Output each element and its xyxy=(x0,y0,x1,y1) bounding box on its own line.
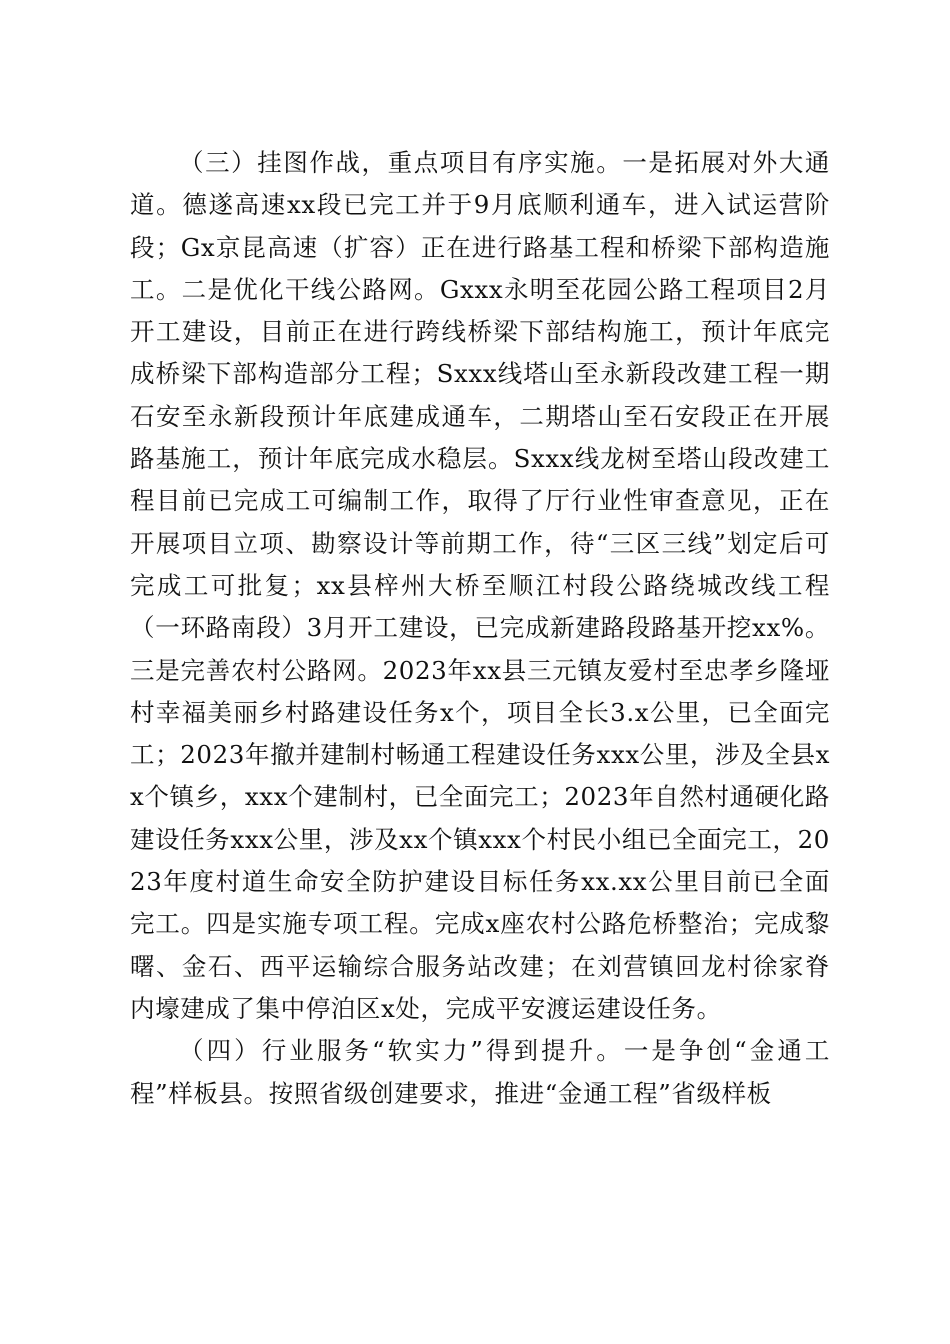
paragraph-section-3: （三）挂图作战，重点项目有序实施。一是拓展对外大通道。德遂高速xx段已完工并于9月底顺利通车，进入试运营阶段；Gx京昆高速（扩容）正在进行路基工程和桥梁下部构造施工。二是优化干线公路网。Gxxx永明至花园公路工程项目2月开工建设，目前正在进行跨线桥梁下部结构施工，预计年底完成桥梁下部构造部分工程；Sxxx线塔山至永新段改建工程一期石安至永新段预计年底建成通车，二期塔山至石安段正在开展路基施工，预计年底完成水稳层。Sxxx线龙树至塔山段改建工程目前已完成工可编制工作，取得了厅行业性审查意见，正在开展项目立项、勘察设计等前期工作，待“三区三线”划定后可完成工可批复；xx县梓州大桥至顺江村段公路绕城改线工程（一环路南段）3月开工建设，已完成新建路段路基开挖xx%。三是完善农村公路网。2023年xx县三元镇友爱村至忠孝乡隆垭村幸福美丽乡村路建设任务x个，项目全长3.x公里，已全面完工；2023年撤并建制村畅通工程建设任务xxx公里，涉及全县xx个镇乡，xxx个建制村，已全面完工；2023年自然村通硬化路建设任务xxx公里，涉及xx个镇xxx个村民小组已全面完工，2023年度村道生命安全防护建设目标任务xx.xx公里目前已全面完工。四是实施专项工程。完成x座农村公路危桥整治；完成黎曙、金石、西平运输综合服务站改建；在刘营镇回龙村徐家脊内壕建成了集中停泊区x处，完成平安渡运建设任务。 xyxy=(130,148,830,1023)
paragraph-section-4: （四）行业服务“软实力”得到提升。一是争创“金通工程”样板县。按照省级创建要求，推进“金通工程”省级样板 xyxy=(130,1036,830,1108)
document-body xyxy=(130,142,830,1115)
